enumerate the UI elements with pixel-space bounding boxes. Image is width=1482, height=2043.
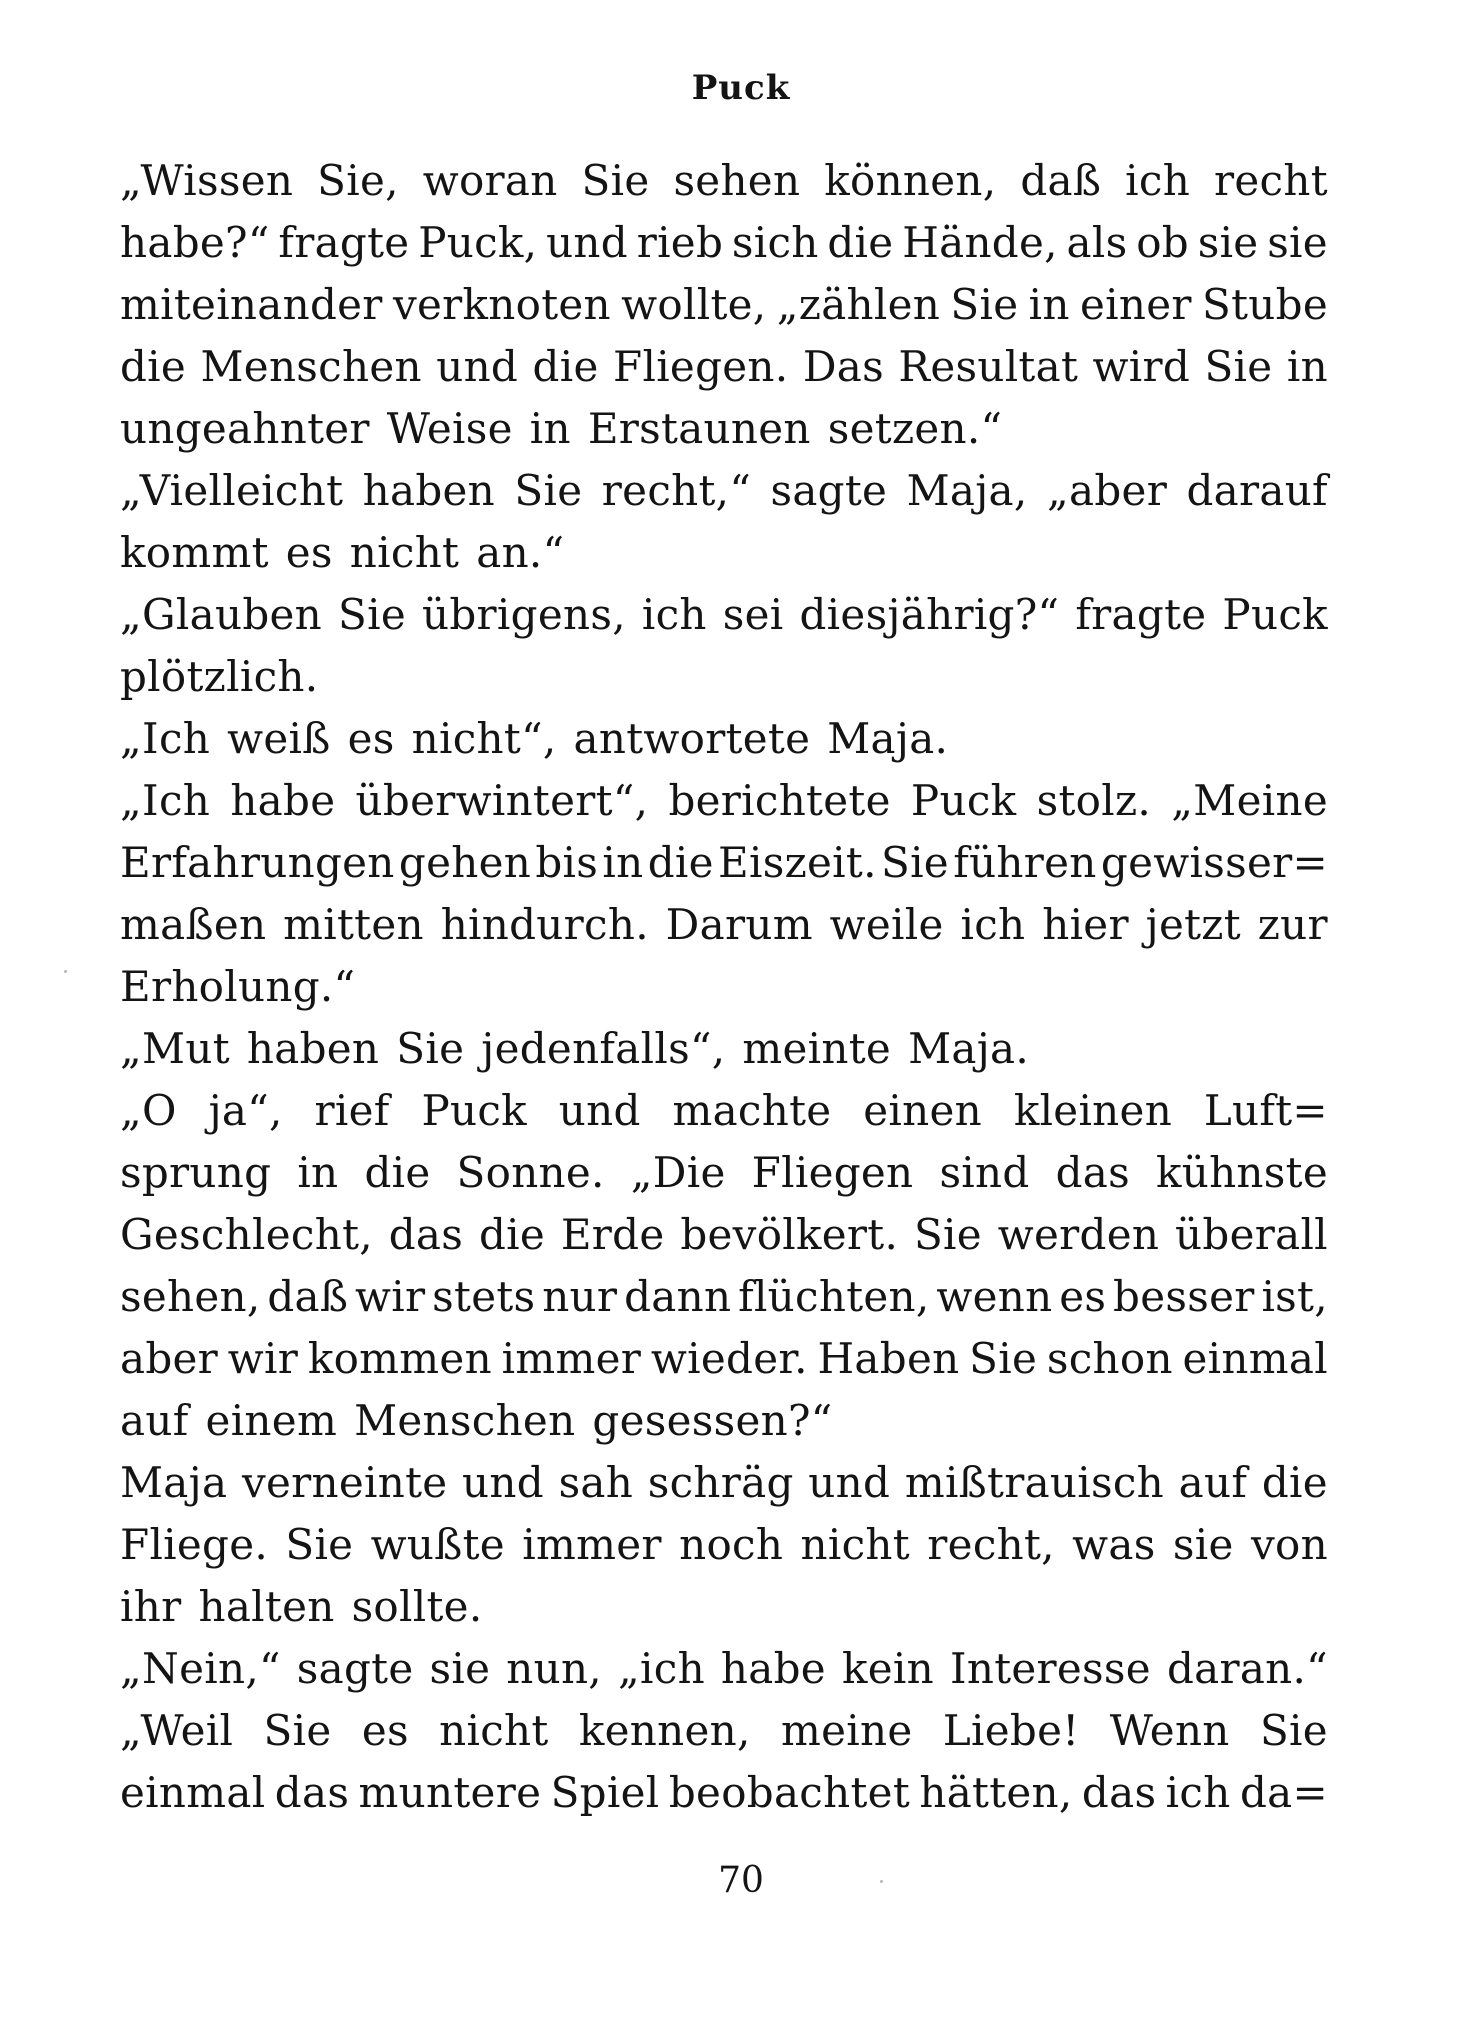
word: „Meine: [1171, 776, 1328, 825]
word: „aber: [1046, 466, 1168, 515]
word: Weise: [386, 404, 513, 453]
text-line: [120, 1142, 1328, 1204]
word: habe: [230, 776, 336, 825]
word: wird: [1092, 342, 1191, 391]
word: Spiel: [550, 1768, 660, 1817]
word: das: [388, 1210, 464, 1259]
word: es: [1059, 1272, 1107, 1321]
word: Erstaunen: [587, 404, 811, 453]
word: das: [1081, 1768, 1157, 1817]
word: verneinte: [241, 1458, 448, 1507]
word: Sie: [396, 1024, 465, 1073]
word: es: [361, 1706, 409, 1755]
word: die: [478, 1210, 546, 1259]
word: einem: [205, 1396, 338, 1445]
word: führen: [953, 838, 1097, 887]
word: werden: [997, 1210, 1160, 1259]
body-text: [120, 150, 1328, 1824]
word: ich: [960, 900, 1026, 949]
word: Puck,: [418, 218, 538, 267]
word: verknoten: [392, 280, 611, 329]
word: „zählen: [776, 280, 941, 329]
word: „Glauben: [120, 590, 323, 639]
word: jetzt: [1145, 900, 1241, 949]
word: wir: [227, 1334, 299, 1383]
word: weile: [829, 900, 944, 949]
word: hindurch.: [440, 900, 649, 949]
word: schon: [1046, 1334, 1173, 1383]
word: in: [1286, 342, 1328, 391]
word: auf: [1178, 1458, 1248, 1507]
word: ist,: [1261, 1272, 1328, 1321]
word: Sie: [881, 838, 949, 887]
word: sie: [1197, 218, 1259, 267]
word: Sie: [263, 1706, 332, 1755]
word: meine: [780, 1706, 913, 1755]
word: nun,: [506, 1644, 602, 1693]
word: stets: [432, 1272, 536, 1321]
text-line: [120, 1080, 1328, 1142]
word: mißtrauisch: [904, 1458, 1165, 1507]
word: daß: [267, 1272, 349, 1321]
word: Puck: [1222, 590, 1328, 639]
word: übrigens,: [422, 590, 626, 639]
text-line: [120, 522, 1328, 584]
word: einen: [863, 1086, 982, 1135]
text-line: [120, 212, 1328, 274]
word: bevölkert.: [680, 1210, 899, 1259]
word: weiß: [227, 714, 331, 763]
word: in: [602, 838, 644, 887]
word: sagte: [296, 1644, 414, 1693]
text-line: [120, 956, 1328, 1018]
word: fragte: [278, 218, 410, 267]
word: sei: [722, 590, 784, 639]
word: „O: [120, 1086, 177, 1135]
word: woran: [422, 156, 558, 205]
word: Sie: [581, 156, 650, 205]
word: ob: [1136, 218, 1189, 267]
word: können,: [824, 156, 997, 205]
word: Puck: [421, 1086, 527, 1135]
word: Interesse: [949, 1644, 1151, 1693]
word: die: [120, 342, 187, 391]
word: und: [558, 1086, 641, 1135]
word: „Mut: [120, 1024, 230, 1073]
word: „ich: [617, 1644, 705, 1693]
text-line: [120, 274, 1328, 336]
word: machte: [672, 1086, 832, 1135]
word: ich: [1165, 1768, 1231, 1817]
word: Sonne.: [456, 1148, 605, 1197]
word: „Vielleicht: [120, 466, 344, 515]
word: Fliegen.: [613, 342, 789, 391]
word: Sie: [1259, 1706, 1328, 1755]
word: das: [1055, 1148, 1130, 1197]
word: hier: [1042, 900, 1129, 949]
word: in: [297, 1148, 339, 1197]
word: die: [1261, 1458, 1328, 1507]
word: fragte: [1075, 590, 1207, 639]
word: wir: [355, 1272, 426, 1321]
text-line: [120, 584, 1328, 646]
word: recht: [1214, 156, 1328, 205]
word: Sie: [338, 590, 406, 639]
word: sollte.: [351, 1582, 483, 1631]
word: schräg: [647, 1458, 794, 1507]
word: stolz.: [1036, 776, 1152, 825]
word: daß: [1020, 156, 1102, 205]
text-line: [120, 646, 1328, 708]
word: Luft=: [1203, 1086, 1328, 1135]
word: die: [364, 1148, 431, 1197]
word: nur: [542, 1272, 618, 1321]
text-line: [120, 894, 1328, 956]
word: was: [1072, 1520, 1156, 1569]
text-line: [120, 336, 1328, 398]
word: „Nein,“: [120, 1644, 281, 1693]
word: und: [546, 218, 628, 267]
word: die: [647, 838, 714, 887]
word: kommt: [120, 528, 269, 577]
word: Sie: [913, 1210, 982, 1259]
word: rief: [314, 1086, 390, 1135]
word: wieder.: [650, 1334, 808, 1383]
word: plötzlich.: [120, 652, 319, 701]
word: aber: [120, 1334, 219, 1383]
text-line: [120, 1018, 1328, 1080]
text-line: [120, 1762, 1328, 1824]
word: maßen: [120, 900, 267, 949]
word: setzen.“: [827, 404, 1003, 453]
text-line: [120, 708, 1328, 770]
word: kühnste: [1155, 1148, 1328, 1197]
word: Menschen: [354, 1396, 576, 1445]
word: Haben: [817, 1334, 960, 1383]
word: das: [274, 1768, 350, 1817]
word: auf: [120, 1396, 189, 1445]
word: antwortete: [573, 714, 811, 763]
word: sehen,: [120, 1272, 261, 1321]
text-line: [120, 1266, 1328, 1328]
word: habe?“: [120, 218, 270, 267]
text-line: [120, 1204, 1328, 1266]
word: von: [1250, 1520, 1328, 1569]
word: nicht: [439, 1706, 549, 1755]
word: „Weil: [120, 1706, 234, 1755]
text-line: [120, 832, 1328, 894]
text-line: [120, 1452, 1328, 1514]
word: diesjährig?“: [799, 590, 1060, 639]
word: berichtete: [668, 776, 891, 825]
text-line: [120, 1638, 1328, 1700]
word: kleinen: [1013, 1086, 1173, 1135]
word: nicht: [800, 1520, 910, 1569]
word: beobachtet: [668, 1768, 910, 1817]
word: ich: [1125, 156, 1191, 205]
word: Stube: [1202, 280, 1328, 329]
word: nicht: [349, 528, 460, 577]
word: „Die: [630, 1148, 726, 1197]
word: Sie,: [317, 156, 399, 205]
text-line: [120, 1700, 1328, 1762]
text-line: [120, 1328, 1328, 1390]
word: Sie: [514, 466, 583, 515]
word: Maja.: [827, 714, 949, 763]
word: sie: [1267, 218, 1328, 267]
word: es: [285, 528, 333, 577]
word: muntere: [358, 1768, 542, 1817]
word: Maja,: [906, 466, 1028, 515]
word: zur: [1257, 900, 1328, 949]
word: überwintert“,: [355, 776, 649, 825]
word: Eiszeit.: [718, 838, 877, 887]
word: recht,“: [601, 466, 752, 515]
word: die: [532, 342, 599, 391]
paper-speck: [880, 1880, 883, 1883]
word: „Wissen: [120, 156, 294, 205]
word: mitten: [283, 900, 424, 949]
word: besser: [1113, 1272, 1255, 1321]
word: Wenn: [1109, 1706, 1230, 1755]
word: „Ich: [120, 776, 211, 825]
word: gehen: [398, 838, 532, 887]
text-line: [120, 1514, 1328, 1576]
word: überall: [1175, 1210, 1328, 1259]
paper-speck: [64, 970, 67, 973]
word: einmal: [120, 1768, 266, 1817]
word: Menschen: [200, 342, 422, 391]
word: Fliege.: [120, 1520, 269, 1569]
text-line: [120, 1576, 1328, 1638]
word: Fliegen: [751, 1148, 914, 1197]
word: Erde: [560, 1210, 665, 1259]
word: Sie: [285, 1520, 354, 1569]
word: an.“: [476, 528, 565, 577]
word: die: [827, 218, 894, 267]
word: und: [808, 1458, 891, 1507]
word: kommen: [307, 1334, 492, 1383]
word: kennen,: [578, 1706, 751, 1755]
word: kein: [841, 1644, 934, 1693]
word: Erholung.“: [120, 962, 356, 1011]
word: in: [1028, 280, 1070, 329]
word: sie: [1172, 1520, 1234, 1569]
word: Sie: [969, 1334, 1038, 1383]
word: gesessen?“: [592, 1396, 833, 1445]
word: Erfahrungen: [120, 838, 395, 887]
word: einer: [1080, 280, 1192, 329]
word: ich: [641, 590, 707, 639]
word: und: [436, 342, 519, 391]
word: Sie: [950, 280, 1019, 329]
word: nicht“,: [411, 714, 557, 763]
word: Maja.: [908, 1024, 1030, 1073]
word: wollte,: [621, 280, 767, 329]
word: recht,: [927, 1520, 1055, 1569]
word: habe: [720, 1644, 826, 1693]
word: halten: [198, 1582, 335, 1631]
word: Maja: [120, 1458, 228, 1507]
word: und: [462, 1458, 544, 1507]
word: sind: [939, 1148, 1030, 1197]
word: wenn: [936, 1272, 1053, 1321]
word: ja“,: [208, 1086, 283, 1135]
word: sich: [731, 218, 819, 267]
word: haben: [246, 1024, 380, 1073]
running-head: Puck: [691, 68, 791, 108]
word: hätten,: [919, 1768, 1073, 1817]
word: rieb: [636, 218, 724, 267]
word: Geschlecht,: [120, 1210, 373, 1259]
word: haben: [362, 466, 496, 515]
word: es: [347, 714, 395, 763]
word: noch: [679, 1520, 784, 1569]
word: wußte: [370, 1520, 505, 1569]
word: sprung: [120, 1148, 272, 1197]
word: ungeahnter: [120, 404, 370, 453]
text-line: [120, 460, 1328, 522]
word: sah: [558, 1458, 634, 1507]
word: jedenfalls“,: [481, 1024, 726, 1073]
word: miteinander: [120, 280, 383, 329]
word: sehen: [673, 156, 801, 205]
text-line: [120, 1390, 1328, 1452]
word: Das: [802, 342, 884, 391]
word: meinte: [742, 1024, 892, 1073]
word: Puck: [910, 776, 1017, 825]
word: sie: [429, 1644, 491, 1693]
word: gewisser=: [1100, 838, 1328, 887]
text-line: [120, 770, 1328, 832]
text-line: [120, 150, 1328, 212]
word: immer: [522, 1520, 662, 1569]
word: Darum: [665, 900, 813, 949]
word: dann: [624, 1272, 732, 1321]
word: da=: [1239, 1768, 1328, 1817]
word: Resultat: [898, 342, 1079, 391]
word: immer: [501, 1334, 642, 1383]
word: Hände,: [902, 218, 1058, 267]
word: bis: [535, 838, 599, 887]
word: als: [1066, 218, 1128, 267]
word: Sie: [1204, 342, 1273, 391]
page-number: 70: [718, 1860, 764, 1901]
word: darauf: [1186, 466, 1328, 515]
word: einmal: [1182, 1334, 1328, 1383]
word: in: [529, 404, 571, 453]
word: Liebe!: [942, 1706, 1080, 1755]
word: flüchten,: [738, 1272, 930, 1321]
text-line: [120, 398, 1328, 460]
word: „Ich: [120, 714, 211, 763]
word: sagte: [770, 466, 888, 515]
word: ihr: [120, 1582, 182, 1631]
word: daran.“: [1166, 1644, 1328, 1693]
